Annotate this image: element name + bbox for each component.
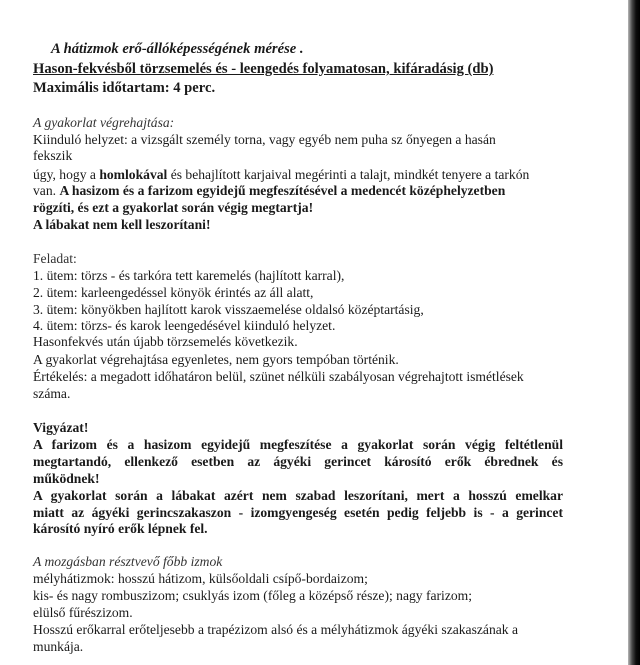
task-heading: Feladat: <box>33 251 77 266</box>
task-line: 4. ütem: törzs- és karok leengedésével kiinduló helyzet. <box>33 318 336 333</box>
task-line: Értékelés: a megadott időhatáron belül, szünet nélküli szabályosan végrehajtott ismétlések <box>33 369 524 384</box>
execution-emphasis: A hasizom és a farizom egyidejű megfeszítésével a medencét középhelyzetben <box>59 183 506 198</box>
task-line: A gyakorlat végrehajtása egyenletes, nem gyors tempóban történik. <box>33 352 399 367</box>
document-title: A hátizmok erő-állóképességének mérése . <box>51 41 304 57</box>
muscles-line: mélyhátizmok: hosszú hátizom, külsőoldali csípő-bordaizom; <box>33 571 368 586</box>
task-line: 3. ütem: könyökben hajlított karok visszaemelése oldalsó középtartásig, <box>33 302 424 317</box>
warning-line: miatt az ágyéki gerincszakaszon - izomgyengeség esetén pedig feljebb is - a gerincet <box>33 505 563 520</box>
warning-line: károsító nyíró erők lépnek fel. <box>33 521 208 536</box>
execution-line: Kiinduló helyzet: a vizsgált személy torna, vagy egyéb nem puha sz őnyegen a hasán <box>33 132 496 147</box>
warning-line: működnek! <box>33 471 100 486</box>
execution-text: és behajlított karjaival megérinti a talajt, mindkét tenyere a tarkón <box>167 167 530 182</box>
task-line: 1. ütem: törzs - és tarkóra tett karemelés (hajlított karral), <box>33 268 345 283</box>
muscles-line: elülső fűrészizom. <box>33 605 133 620</box>
execution-text: van. <box>33 183 60 198</box>
muscles-heading: A mozgásban résztvevő főbb izmok <box>33 554 223 569</box>
execution-line: rögzíti, és ezt a gyakorlat során végig megtartja! <box>33 200 314 215</box>
warning-line: megtartandó, ellenkező esetben az ágyéki gerincet károsító erők ébrednek és <box>33 454 563 469</box>
execution-line: A lábakat nem kell leszorítani! <box>33 217 211 232</box>
execution-line <box>33 167 529 183</box>
execution-line: fekszik <box>33 148 73 163</box>
max-duration: Maximális időtartam: 4 perc. <box>33 80 216 96</box>
warning-line: A farizom és a hasizom egyidejű megfeszítése a gyakorlat során végig feltétlenül <box>33 437 563 452</box>
execution-heading: A gyakorlat végrehajtása: <box>33 115 175 130</box>
exercise-name: Hason-fekvésből törzsemelés és - leengedés folyamatosan, kifáradásig (db) <box>33 61 494 77</box>
execution-emphasis: homlokával <box>99 167 168 182</box>
execution-text: úgy, hogy a <box>33 167 100 182</box>
task-line: Hasonfekvés után újabb törzsemelés következik. <box>33 334 298 349</box>
muscles-line: Hosszú erőkarral erőteljesebb a trapézizom alsó és a mélyhátizmok ágyéki szakaszának a <box>33 622 519 637</box>
muscles-line: munkája. <box>33 639 84 654</box>
warning-heading: Vigyázat! <box>33 420 89 435</box>
task-line: 2. ütem: karleengedéssel könyök érintés az áll alatt, <box>33 285 314 300</box>
task-line: száma. <box>33 386 71 401</box>
execution-line <box>33 183 505 199</box>
muscles-line: kis- és nagy rombuszizom; csuklyás izom (főleg a középső része); nagy farizom; <box>33 588 473 603</box>
warning-line: A gyakorlat során a lábakat azért nem szabad leszorítani, mert a hosszú emelkar <box>33 488 563 503</box>
scan-edge-shadow <box>628 0 640 665</box>
